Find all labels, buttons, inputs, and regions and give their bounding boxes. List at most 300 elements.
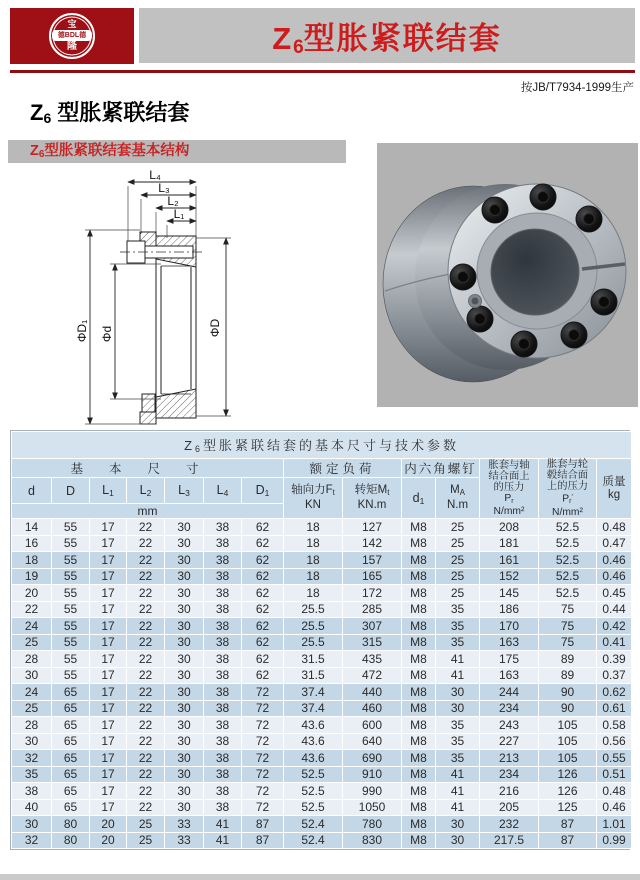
cell: 55	[52, 667, 90, 684]
cell: M8	[402, 519, 436, 536]
cell: 216	[480, 783, 539, 800]
cell: 232	[480, 816, 539, 833]
cell: 22	[127, 750, 165, 767]
cell: 0.37	[597, 667, 632, 684]
page-title	[30, 96, 189, 127]
cell: 55	[52, 552, 90, 569]
cell: 30	[12, 667, 52, 684]
table-row	[12, 634, 632, 651]
cell: 38	[204, 783, 242, 800]
pr2-line1: 胀套与轮	[546, 459, 589, 470]
cell: 52.4	[284, 816, 343, 833]
table-title-sub: 6	[195, 444, 203, 455]
cell: 0.45	[597, 585, 632, 602]
cell: M8	[402, 733, 436, 750]
dim-label-L1: L₁	[173, 207, 185, 221]
structure-banner-rest: 型胀紧联结套基本结构	[44, 143, 190, 159]
spec-table-body	[12, 519, 632, 849]
table-row	[12, 651, 632, 668]
cell: 127	[343, 519, 402, 536]
col-L3: $L_3$	[165, 478, 204, 504]
spec-table-wrap	[10, 430, 630, 850]
cell: 52.5	[284, 766, 343, 783]
cell: 0.51	[597, 766, 632, 783]
cell: 62	[242, 568, 284, 585]
pr2-line2: 毂结合面	[546, 470, 589, 481]
cell: 0.55	[597, 750, 632, 767]
cell: 18	[12, 552, 52, 569]
cell: 24	[12, 618, 52, 635]
table-row	[12, 667, 632, 684]
cell: 52.5	[539, 535, 597, 552]
cell: 22	[127, 717, 165, 734]
pr-line3: 的压力	[493, 481, 525, 493]
cell: 830	[343, 832, 402, 849]
cell: 62	[242, 519, 284, 536]
table-row	[12, 733, 632, 750]
cell: 38	[204, 634, 242, 651]
cell: 38	[204, 601, 242, 618]
cell: 30	[12, 816, 52, 833]
table-row	[12, 799, 632, 816]
cell: 30	[165, 585, 204, 602]
cell: 75	[539, 634, 597, 651]
cell: 75	[539, 618, 597, 635]
table-row	[12, 766, 632, 783]
product-photo	[377, 143, 638, 407]
cell: 17	[90, 667, 127, 684]
cell: 65	[52, 733, 90, 750]
cell: 30	[165, 684, 204, 701]
cell: 30	[436, 684, 480, 701]
technical-drawing	[52, 166, 344, 434]
cell: 19	[12, 568, 52, 585]
cell: M8	[402, 634, 436, 651]
cell: 62	[242, 601, 284, 618]
table-row	[12, 783, 632, 800]
cell: 30	[165, 535, 204, 552]
cell: 62	[242, 552, 284, 569]
cell: 14	[12, 519, 52, 536]
cell: 25.5	[284, 618, 343, 635]
cell: 25	[436, 535, 480, 552]
cell: 22	[127, 733, 165, 750]
cell: M8	[402, 552, 436, 569]
cell: 41	[436, 667, 480, 684]
cell: 17	[90, 601, 127, 618]
cell: 41	[436, 783, 480, 800]
banner-title-base: Z	[272, 20, 294, 56]
standard-note: 按JB/T7934-1999生产	[520, 82, 634, 94]
cell: 37.4	[284, 684, 343, 701]
cell: 22	[127, 766, 165, 783]
cell: 234	[480, 766, 539, 783]
cell: 30	[165, 799, 204, 816]
header-divider	[10, 70, 635, 73]
cell: 33	[165, 816, 204, 833]
cell: 30	[12, 733, 52, 750]
cross-section-drawing	[52, 166, 344, 434]
structure-banner	[8, 140, 346, 163]
cell: 75	[539, 601, 597, 618]
cell: 38	[12, 783, 52, 800]
cell: 17	[90, 684, 127, 701]
cell: 72	[242, 783, 284, 800]
cell: M8	[402, 651, 436, 668]
dim-label-L2: L₂	[167, 194, 179, 208]
cell: 170	[480, 618, 539, 635]
cell: 105	[539, 750, 597, 767]
cell: M8	[402, 618, 436, 635]
cell: 72	[242, 750, 284, 767]
cell: 175	[480, 651, 539, 668]
table-row	[12, 618, 632, 635]
pr-line2: 结合面上	[488, 470, 530, 482]
cell: 25	[436, 585, 480, 602]
logo-top-char: 宝	[67, 19, 77, 29]
cell: 41	[436, 766, 480, 783]
cell: M8	[402, 766, 436, 783]
cell: 41	[436, 651, 480, 668]
cell: 89	[539, 667, 597, 684]
cell: 600	[343, 717, 402, 734]
pr-sub: r	[511, 497, 514, 505]
cell: 33	[165, 832, 204, 849]
cell: 640	[343, 733, 402, 750]
cell: 40	[12, 799, 52, 816]
cell: 37.4	[284, 700, 343, 717]
cell: 205	[480, 799, 539, 816]
cell: 38	[204, 519, 242, 536]
cell: 163	[480, 634, 539, 651]
cell: 17	[90, 568, 127, 585]
col-d: d	[12, 478, 52, 504]
cell: M8	[402, 717, 436, 734]
cell: 17	[90, 700, 127, 717]
cell: 52.5	[539, 585, 597, 602]
cell: 105	[539, 733, 597, 750]
col-L4: $L_4$	[204, 478, 242, 504]
cell: 30	[436, 700, 480, 717]
cell: 18	[284, 568, 343, 585]
table-row	[12, 717, 632, 734]
cell: 460	[343, 700, 402, 717]
cell: 227	[480, 733, 539, 750]
table-row	[12, 585, 632, 602]
col-axial-force: 轴向力$F_t$ KN	[284, 478, 343, 519]
cell: M8	[402, 568, 436, 585]
cell: 52.5	[539, 568, 597, 585]
cell: 25	[127, 832, 165, 849]
cell: 55	[52, 651, 90, 668]
cell: 65	[52, 799, 90, 816]
cell: 38	[204, 750, 242, 767]
cell: 80	[52, 816, 90, 833]
table-row	[12, 816, 632, 833]
col-d1: $d_1$	[402, 478, 436, 519]
cell: 30	[436, 832, 480, 849]
cell: M8	[402, 700, 436, 717]
cell: 43.6	[284, 750, 343, 767]
cell: 25	[12, 634, 52, 651]
pr2-sub: r	[569, 498, 572, 506]
cell: 22	[127, 783, 165, 800]
cell: 41	[436, 799, 480, 816]
cell: 55	[52, 535, 90, 552]
cell: 87	[242, 816, 284, 833]
unit-mm: mm	[12, 504, 284, 519]
brand-logo	[10, 8, 134, 64]
table-title-base: Z	[184, 438, 196, 454]
group-basic-dims: 基本尺寸	[12, 459, 284, 478]
cell: 780	[343, 816, 402, 833]
cell: 65	[52, 750, 90, 767]
cell: 307	[343, 618, 402, 635]
cell: 65	[52, 783, 90, 800]
table-row	[12, 519, 632, 536]
cell: 17	[90, 651, 127, 668]
dim-label-L4: L₄	[149, 168, 161, 182]
cell: 17	[90, 634, 127, 651]
cell: 35	[436, 733, 480, 750]
banner-title-rest: 型胀紧联结套	[303, 20, 502, 56]
cell: 315	[343, 634, 402, 651]
col-pressure-shaft	[480, 459, 539, 519]
cell: 17	[90, 733, 127, 750]
cell: 22	[127, 585, 165, 602]
col-torque: 转矩$M_t$ KN.m	[343, 478, 402, 519]
cell: M8	[402, 535, 436, 552]
cell: 35	[12, 766, 52, 783]
cell: 38	[204, 766, 242, 783]
col-D: D	[52, 478, 90, 504]
cell: 65	[52, 684, 90, 701]
cell: 186	[480, 601, 539, 618]
table-row	[12, 568, 632, 585]
cell: 62	[242, 618, 284, 635]
cell: 16	[12, 535, 52, 552]
cell: 234	[480, 700, 539, 717]
col-L1: $L_1$	[90, 478, 127, 504]
table-group-row	[12, 459, 632, 478]
cell: 243	[480, 717, 539, 734]
cell: 65	[52, 717, 90, 734]
table-row	[12, 700, 632, 717]
cell: 22	[127, 667, 165, 684]
cell: 435	[343, 651, 402, 668]
cell: 55	[52, 601, 90, 618]
cell: 17	[90, 717, 127, 734]
cell: 30	[165, 601, 204, 618]
structure-banner-base: Z	[30, 143, 39, 159]
cell: 163	[480, 667, 539, 684]
cell: 1050	[343, 799, 402, 816]
table-title-row	[12, 432, 632, 459]
bottom-bar	[0, 874, 640, 880]
cell: M8	[402, 799, 436, 816]
cell: 0.46	[597, 799, 632, 816]
cell: 22	[127, 618, 165, 635]
cell: 72	[242, 799, 284, 816]
cell: 65	[52, 766, 90, 783]
cell: 24	[12, 684, 52, 701]
pr2-unit: N/mm²	[552, 507, 583, 519]
cell: 38	[204, 733, 242, 750]
cell: 31.5	[284, 667, 343, 684]
cell: 87	[539, 832, 597, 849]
cell: 38	[204, 585, 242, 602]
cell: 30	[165, 667, 204, 684]
cell: 38	[204, 552, 242, 569]
cell: 72	[242, 684, 284, 701]
group-rated-load: 额定负荷	[284, 459, 402, 478]
cell: 72	[242, 733, 284, 750]
page-title-base: Z	[30, 100, 44, 125]
cell: 43.6	[284, 717, 343, 734]
cell: 18	[284, 585, 343, 602]
cell: 18	[284, 535, 343, 552]
cell: 22	[127, 651, 165, 668]
cell: 440	[343, 684, 402, 701]
cell: 22	[127, 568, 165, 585]
cell: 0.58	[597, 717, 632, 734]
cell: 30	[165, 733, 204, 750]
cell: 22	[127, 634, 165, 651]
cell: 17	[90, 766, 127, 783]
cell: 28	[12, 651, 52, 668]
cell: M8	[402, 684, 436, 701]
cell: 0.99	[597, 832, 632, 849]
cell: 217.5	[480, 832, 539, 849]
cell: 35	[436, 618, 480, 635]
cell: 213	[480, 750, 539, 767]
cell: 17	[90, 519, 127, 536]
cell: 28	[12, 717, 52, 734]
spec-table	[11, 431, 632, 849]
cell: 472	[343, 667, 402, 684]
pr2-symbol: P	[562, 493, 570, 505]
cell: 910	[343, 766, 402, 783]
cell: 105	[539, 717, 597, 734]
cell: M8	[402, 667, 436, 684]
page-title-rest: 型胀紧联结套	[51, 100, 190, 125]
cell: 1.01	[597, 816, 632, 833]
page-title-sub: 6	[43, 110, 52, 126]
pr-unit: N/mm²	[493, 506, 525, 518]
cell: 30	[436, 816, 480, 833]
cell: 62	[242, 585, 284, 602]
cell: 52.5	[284, 783, 343, 800]
cell: 18	[284, 552, 343, 569]
cell: 0.42	[597, 618, 632, 635]
table-row	[12, 552, 632, 569]
cell: 55	[52, 585, 90, 602]
pr-symbol: P	[504, 492, 512, 504]
logo-bottom-char: 隆	[67, 41, 77, 52]
cell: 172	[343, 585, 402, 602]
dim-label-dia-D: ΦD	[208, 318, 222, 338]
cell: M8	[402, 750, 436, 767]
cell: 52.5	[539, 552, 597, 569]
cell: 30	[165, 618, 204, 635]
cell: 30	[165, 651, 204, 668]
cell: 208	[480, 519, 539, 536]
cell: 285	[343, 601, 402, 618]
cell: 30	[165, 700, 204, 717]
cell: 22	[12, 601, 52, 618]
cell: 17	[90, 552, 127, 569]
cell: 30	[165, 568, 204, 585]
cell: 52.5	[539, 519, 597, 536]
cell: 30	[165, 519, 204, 536]
cell: 157	[343, 552, 402, 569]
cell: 25.5	[284, 634, 343, 651]
dim-label-dia-d: Φd	[100, 325, 114, 343]
cell: 17	[90, 799, 127, 816]
cell: 990	[343, 783, 402, 800]
table-row	[12, 832, 632, 849]
mass-line1: 质量	[602, 475, 626, 488]
cell: 20	[12, 585, 52, 602]
cell: M8	[402, 816, 436, 833]
header-banner-title	[272, 13, 502, 59]
cell: 30	[165, 750, 204, 767]
pr-line1: 胀套与轴	[488, 459, 530, 471]
cell: 38	[204, 799, 242, 816]
cell: 22	[127, 601, 165, 618]
cell: 41	[204, 832, 242, 849]
cell: 52.4	[284, 832, 343, 849]
cell: 38	[204, 700, 242, 717]
cell: 38	[204, 535, 242, 552]
cell: 17	[90, 750, 127, 767]
table-row	[12, 750, 632, 767]
cell: 20	[90, 832, 127, 849]
cell: 31.5	[284, 651, 343, 668]
cell: 55	[52, 568, 90, 585]
cell: 72	[242, 717, 284, 734]
cell: 126	[539, 783, 597, 800]
cell: 43.6	[284, 733, 343, 750]
cell: 22	[127, 684, 165, 701]
locking-sleeve-photo	[377, 143, 638, 407]
cell: 0.48	[597, 519, 632, 536]
cell: M8	[402, 832, 436, 849]
cell: 32	[12, 832, 52, 849]
cell: 25	[436, 552, 480, 569]
cell: 0.39	[597, 651, 632, 668]
cell: 55	[52, 618, 90, 635]
cell: 89	[539, 651, 597, 668]
cell: 0.46	[597, 552, 632, 569]
cell: 30	[165, 766, 204, 783]
cell: 52.5	[284, 799, 343, 816]
cell: 20	[90, 816, 127, 833]
dim-label-dia-D1: ΦD₁	[75, 319, 89, 343]
cell: 32	[12, 750, 52, 767]
cell: 38	[204, 568, 242, 585]
cell: 80	[52, 832, 90, 849]
cell: 25	[436, 519, 480, 536]
cell: 181	[480, 535, 539, 552]
table-row	[12, 535, 632, 552]
brand-emblem-icon	[49, 13, 95, 59]
cell: 0.46	[597, 568, 632, 585]
cell: 72	[242, 766, 284, 783]
cell: 126	[539, 766, 597, 783]
pr2-sup: ′	[571, 494, 573, 501]
cell: 62	[242, 634, 284, 651]
